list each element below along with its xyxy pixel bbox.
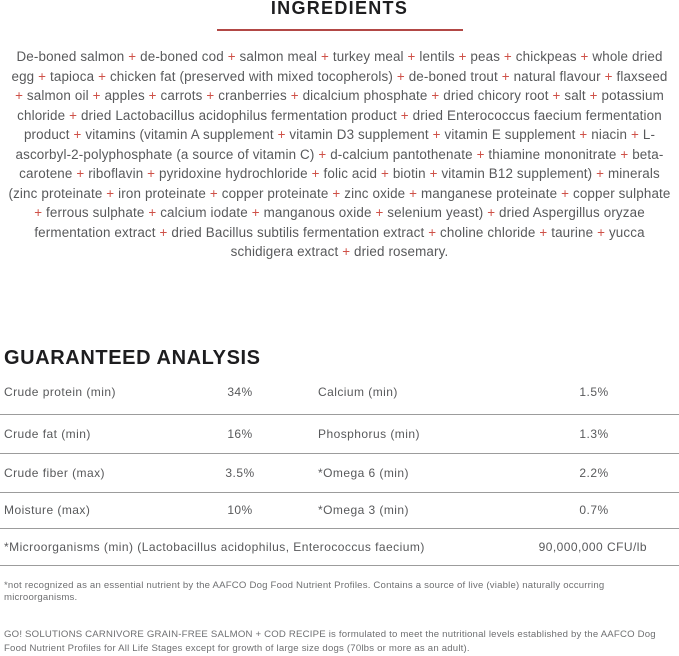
analysis-left-value: 10% — [227, 503, 253, 517]
ingredient-item: copper sulphate — [572, 185, 671, 201]
plus-separator: + — [223, 49, 240, 64]
ingredients-section — [0, 0, 679, 262]
ingredient-item: d-calcium pantothenate — [330, 146, 473, 162]
plus-separator: + — [557, 185, 573, 201]
ingredient-item: flaxseed — [616, 68, 668, 84]
ingredient-item: chickpeas — [515, 49, 577, 64]
plus-separator: + — [34, 68, 50, 84]
ingredient-item: dicalcium phosphate — [302, 88, 428, 103]
plus-separator: + — [307, 166, 324, 181]
ingredient-item: L-ascorbyl-2-polyphosphate (a source of vitamin C) — [15, 127, 656, 162]
plus-separator: + — [314, 146, 331, 162]
ingredient-item: yucca schidigera extract — [230, 224, 645, 259]
analysis-left-label: Crude protein (min) — [4, 384, 116, 399]
analysis-row — [0, 493, 679, 529]
plus-separator: + — [328, 185, 345, 201]
ingredient-item: de-boned trout — [408, 68, 498, 84]
analysis-left-label: Crude fiber (max) — [4, 465, 106, 480]
plus-separator: + — [155, 224, 172, 240]
plus-separator: + — [396, 107, 413, 123]
ingredient-item: dried rosemary. — [354, 244, 449, 259]
ingredient-item: choline chloride — [440, 224, 536, 240]
plus-separator: + — [392, 68, 409, 84]
analysis-table — [0, 370, 679, 529]
ingredient-item: lentils — [419, 49, 455, 64]
plus-separator: + — [535, 224, 552, 240]
ingredient-item: apples — [104, 88, 145, 103]
ingredient-item: riboflavin — [88, 166, 144, 181]
analysis-right-label: *Omega 3 (min) — [318, 503, 409, 517]
ingredient-item: dried Enterococcus faecium fermentation product — [23, 107, 662, 142]
microorganisms-label: *Microorganisms (min) (Lactobacillus acidophilus, Enterococcus faecium) — [4, 539, 425, 554]
title-underline-rule — [217, 29, 463, 31]
footnote-aafco-note: GO! SOLUTIONS CARNIVORE GRAIN-FREE SALMON + COD RECIPE is formulated to meet the nutritional levels established by the AAFCO Dog Food Nutrient Profiles for All Life Stages except for growth of large size dogs (70lbs or more as an adult). — [4, 628, 656, 654]
plus-separator: + — [405, 185, 421, 201]
analysis-right-value: 1.5% — [579, 384, 609, 399]
plus-separator: + — [428, 127, 445, 142]
ingredient-item: De-boned salmon — [16, 49, 125, 64]
ingredient-item: vitamin D3 supplement — [289, 127, 429, 142]
ingredient-item: zinc oxide — [344, 185, 406, 201]
plus-separator: + — [206, 185, 222, 201]
ingredient-item: natural flavour — [513, 68, 601, 84]
analysis-title: GUARANTEED ANALYSIS — [4, 346, 261, 369]
ingredient-item: turkey meal — [332, 49, 404, 64]
plus-separator: + — [627, 127, 643, 142]
plus-separator: + — [454, 49, 471, 64]
plus-separator: + — [286, 88, 303, 103]
analysis-row — [0, 415, 679, 454]
plus-separator: + — [592, 166, 608, 181]
analysis-right-label: Phosphorus (min) — [318, 426, 420, 441]
plus-separator: + — [143, 166, 160, 181]
analysis-row — [0, 454, 679, 493]
microorganisms-row — [0, 529, 679, 566]
ingredient-item: calcium iodate — [160, 205, 248, 220]
footnote-asterisk-note: *not recognized as an essential nutrient by the AAFCO Dog Food Nutrient Profiles. Contains a source of live (viable) naturally occurring microorganisms. — [4, 579, 605, 603]
ingredients-text — [0, 47, 679, 262]
analysis-left-label: Moisture (max) — [4, 503, 91, 517]
plus-separator: + — [94, 68, 110, 84]
analysis-right-label: Calcium (min) — [318, 384, 398, 399]
ingredient-item: ferrous sulphate — [46, 205, 145, 220]
plus-separator: + — [247, 205, 264, 220]
plus-separator: + — [371, 205, 388, 220]
plus-separator: + — [377, 166, 393, 181]
plus-separator: + — [317, 49, 333, 64]
analysis-right-label: *Omega 6 (min) — [318, 465, 409, 480]
ingredient-item: minerals (zinc proteinate — [8, 166, 660, 201]
ingredient-item: salmon oil — [26, 88, 89, 103]
plus-separator: + — [593, 224, 609, 240]
ingredient-item: selenium yeast) — [387, 205, 484, 220]
plus-separator: + — [424, 224, 441, 240]
ingredient-item: dried Bacillus subtilis fermentation extract — [171, 224, 425, 240]
plus-separator: + — [69, 127, 86, 142]
plus-separator: + — [202, 88, 219, 103]
plus-separator: + — [497, 68, 514, 84]
ingredient-item: beta-carotene — [19, 146, 664, 181]
ingredient-item: niacin — [591, 127, 628, 142]
analysis-left-value: 34% — [227, 384, 253, 399]
ingredient-item: vitamins (vitamin A supplement — [85, 127, 274, 142]
plus-separator: + — [338, 244, 355, 259]
ingredient-item: iron proteinate — [118, 185, 206, 201]
analysis-right-value: 1.3% — [579, 426, 609, 441]
ingredients-title: INGREDIENTS — [270, 0, 409, 18]
plus-separator: + — [616, 146, 633, 162]
ingredient-item: dried Lactobacillus acidophilus fermentation product — [80, 107, 397, 123]
ingredient-item: copper proteinate — [221, 185, 329, 201]
ingredient-item: vitamin E supplement — [444, 127, 576, 142]
analysis-left-value: 3.5% — [225, 465, 255, 480]
ingredient-item: pyridoxine hydrochloride — [159, 166, 308, 181]
ingredient-item: chicken fat (preserved with mixed tocopherols) — [109, 68, 393, 84]
plus-separator: + — [548, 88, 565, 103]
plus-separator: + — [15, 88, 27, 103]
plus-separator: + — [576, 49, 593, 64]
plus-separator: + — [483, 205, 500, 220]
ingredient-item: salmon meal — [239, 49, 318, 64]
ingredient-item: dried Aspergillus oryzae fermentation extract — [34, 205, 645, 240]
plus-separator: + — [88, 88, 105, 103]
ingredient-item: dried chicory root — [443, 88, 549, 103]
ingredient-item: manganous oxide — [263, 205, 372, 220]
ingredient-item: carrots — [160, 88, 203, 103]
guaranteed-analysis-section — [0, 346, 679, 566]
plus-separator: + — [72, 166, 89, 181]
plus-separator: + — [102, 185, 119, 201]
plus-separator: + — [144, 88, 161, 103]
ingredient-item: de-boned cod — [140, 49, 224, 64]
plus-separator: + — [34, 205, 47, 220]
plus-separator: + — [585, 88, 602, 103]
ingredient-item: salt — [564, 88, 586, 103]
analysis-left-value: 16% — [227, 426, 253, 441]
ingredient-item: vitamin B12 supplement) — [441, 166, 593, 181]
ingredient-item: biotin — [392, 166, 426, 181]
ingredient-item: folic acid — [323, 166, 378, 181]
ingredient-item: cranberries — [218, 88, 287, 103]
ingredient-item: whole dried egg — [11, 49, 663, 84]
ingredient-item: peas — [470, 49, 501, 64]
ingredient-item: manganese proteinate — [420, 185, 558, 201]
ingredient-item: taurine — [551, 224, 594, 240]
plus-separator: + — [403, 49, 420, 64]
analysis-row — [0, 370, 679, 415]
plus-separator: + — [144, 205, 161, 220]
plus-separator: + — [425, 166, 442, 181]
plus-separator: + — [427, 88, 444, 103]
plus-separator: + — [575, 127, 592, 142]
plus-separator: + — [472, 146, 489, 162]
analysis-right-value: 0.7% — [579, 503, 609, 517]
microorganisms-value: 90,000,000 CFU/lb — [538, 539, 647, 554]
ingredient-item: potassium chloride — [17, 88, 664, 123]
plus-separator: + — [600, 68, 617, 84]
plus-separator: + — [65, 107, 81, 123]
analysis-right-value: 2.2% — [579, 465, 609, 480]
ingredient-item: tapioca — [49, 68, 95, 84]
analysis-left-label: Crude fat (min) — [4, 426, 91, 441]
plus-separator: + — [124, 49, 141, 64]
plus-separator: + — [273, 127, 290, 142]
plus-separator: + — [500, 49, 516, 64]
ingredient-item: thiamine mononitrate — [488, 146, 617, 162]
